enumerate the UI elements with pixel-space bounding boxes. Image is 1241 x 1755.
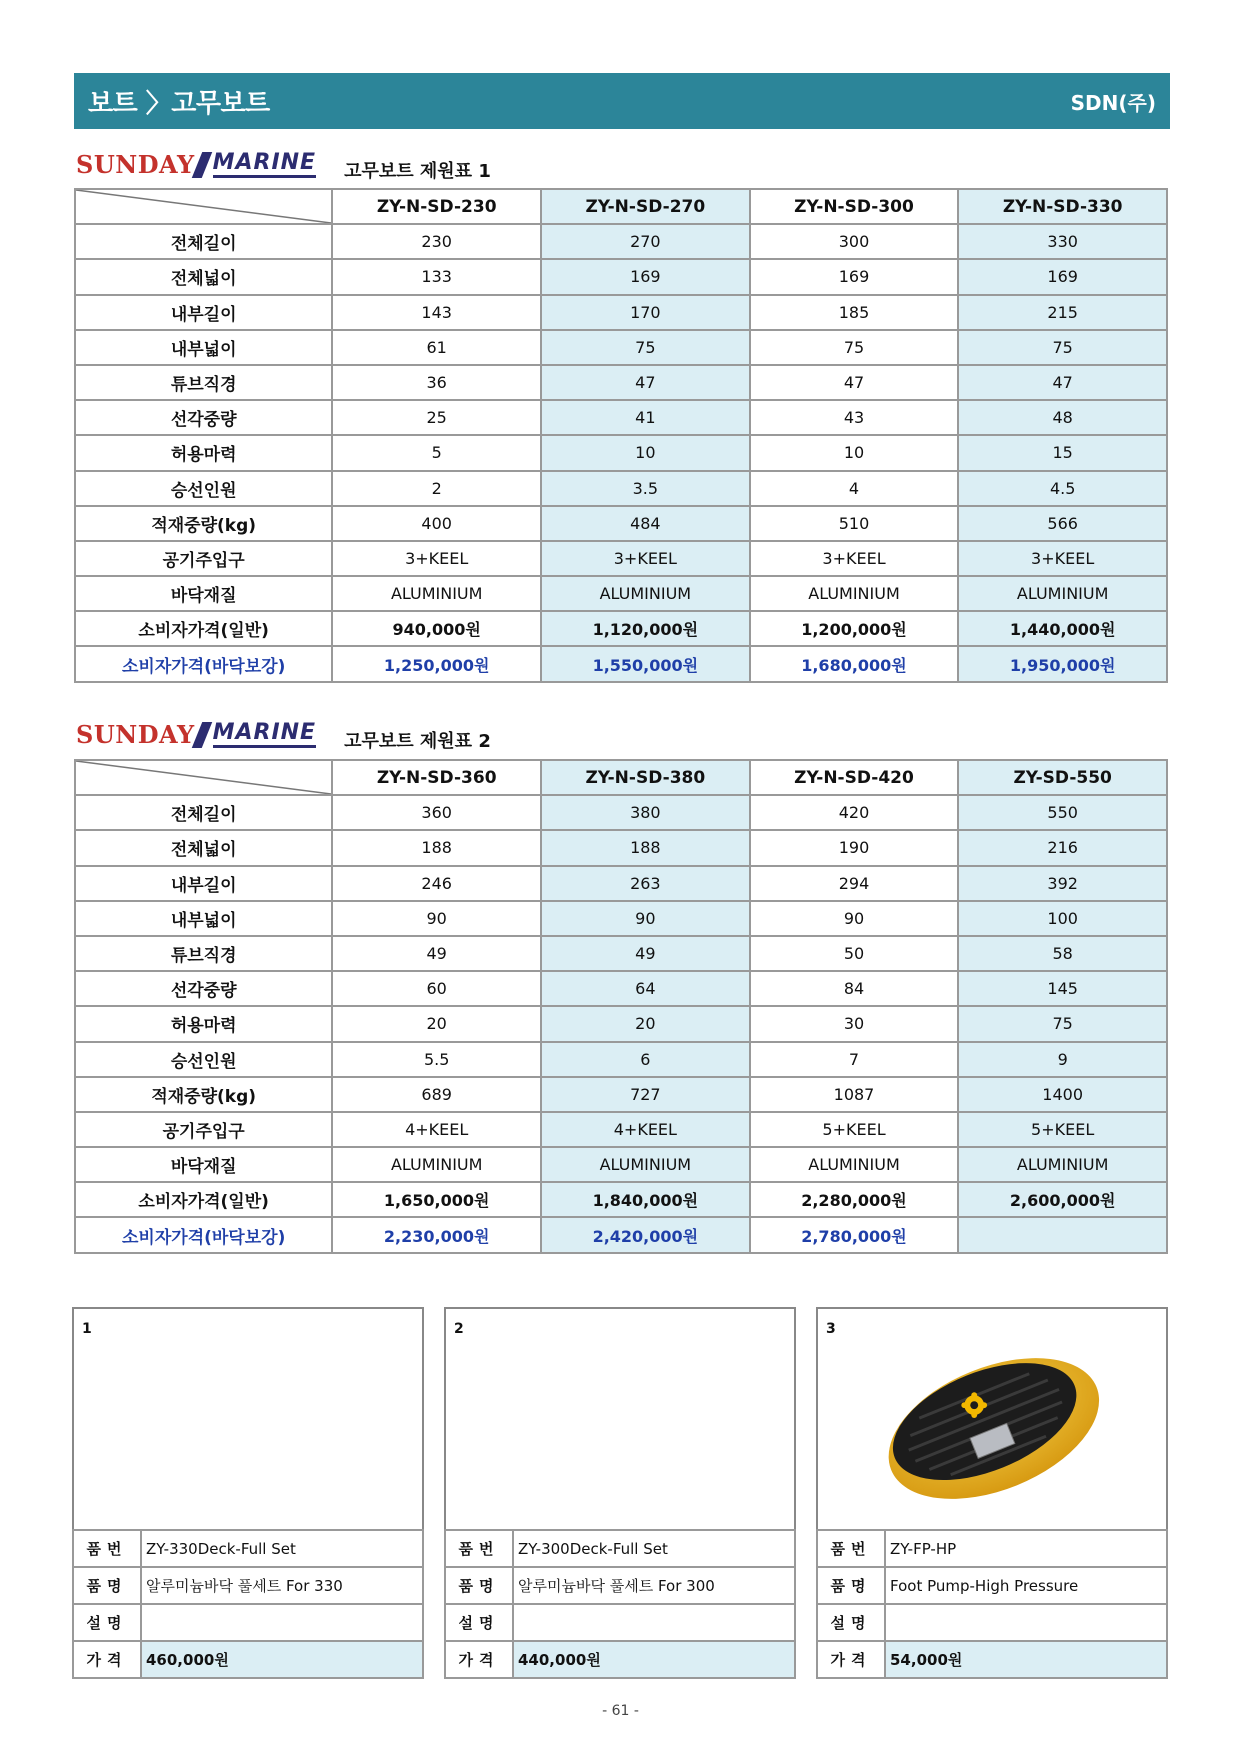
model-header: ZY-N-SD-270 [541, 189, 750, 224]
spec-cell: 36 [332, 365, 541, 400]
spec-cell: 1,200,000원 [750, 611, 959, 646]
spec-cell: ALUMINIUM [332, 1147, 541, 1182]
sunday-marine-logo [76, 150, 316, 179]
spec-row [75, 1217, 1167, 1252]
spec-cell: 294 [750, 866, 959, 901]
spec-cell: 230 [332, 224, 541, 259]
desc-value [141, 1604, 423, 1641]
spec-cell: 75 [958, 1006, 1167, 1041]
spec-cell: 6 [541, 1042, 750, 1077]
spec-cell: 61 [332, 330, 541, 365]
table2-title: 고무보트 제원표 2 [344, 731, 491, 752]
spec-cell: ALUMINIUM [750, 1147, 959, 1182]
card-info-table [72, 1529, 424, 1679]
spec-row-label: 허용마력 [75, 435, 332, 470]
model-header: ZY-N-SD-330 [958, 189, 1167, 224]
card-row [73, 1641, 423, 1678]
spec-cell: 689 [332, 1077, 541, 1112]
spec-row-label: 적재중량(kg) [75, 506, 332, 541]
spec-cell: 9 [958, 1042, 1167, 1077]
spec-cell: 20 [332, 1006, 541, 1041]
spec-cell: 5+KEEL [958, 1112, 1167, 1147]
spec-row-label: 내부길이 [75, 295, 332, 330]
desc-value [513, 1604, 795, 1641]
spec-cell: 47 [958, 365, 1167, 400]
card-row [817, 1530, 1167, 1567]
spec-row [75, 506, 1167, 541]
spec-cell: 60 [332, 971, 541, 1006]
spec-row-label: 소비자가격(일반) [75, 611, 332, 646]
spec-row-label: 공기주입구 [75, 1112, 332, 1147]
spec-row [75, 971, 1167, 1006]
card-info-table [444, 1529, 796, 1679]
spec-cell: 75 [750, 330, 959, 365]
spec-cell: 7 [750, 1042, 959, 1077]
part-no-value: ZY-330Deck-Full Set [141, 1530, 423, 1567]
table1-heading [76, 150, 491, 182]
product-card-3 [816, 1307, 1168, 1679]
spec-row [75, 471, 1167, 506]
table2-heading [76, 720, 491, 752]
corner-cell [75, 760, 332, 795]
spec-cell: 215 [958, 295, 1167, 330]
label-name: 품명 [73, 1567, 141, 1604]
spec-row [75, 541, 1167, 576]
model-header: ZY-N-SD-380 [541, 760, 750, 795]
spec-row-label: 선각중량 [75, 400, 332, 435]
spec-cell: 50 [750, 936, 959, 971]
table1-title: 고무보트 제원표 1 [344, 161, 491, 182]
spec-cell: 216 [958, 830, 1167, 865]
card-row [73, 1530, 423, 1567]
spec-cell: 1,250,000원 [332, 646, 541, 681]
spec-cell: 169 [541, 259, 750, 294]
spec-cell: 940,000원 [332, 611, 541, 646]
corner-cell [75, 189, 332, 224]
spec-row [75, 795, 1167, 830]
spec-row [75, 1042, 1167, 1077]
spec-row-label: 소비자가격(일반) [75, 1182, 332, 1217]
spec-row [75, 1077, 1167, 1112]
spec-row-label: 튜브직경 [75, 936, 332, 971]
model-header: ZY-N-SD-230 [332, 189, 541, 224]
card-row [817, 1604, 1167, 1641]
card-row [445, 1567, 795, 1604]
spec-row-label: 내부넓이 [75, 330, 332, 365]
spec-cell: 2,420,000원 [541, 1217, 750, 1252]
spec-cell: 4+KEEL [332, 1112, 541, 1147]
table-header-row [75, 760, 1167, 795]
spec-row-label: 승선인원 [75, 471, 332, 506]
card-number: 3 [826, 1321, 836, 1337]
spec-row-label: 선각중량 [75, 971, 332, 1006]
spec-cell: 4+KEEL [541, 1112, 750, 1147]
spec-cell: ALUMINIUM [750, 576, 959, 611]
spec-cell: 170 [541, 295, 750, 330]
spec-cell: 246 [332, 866, 541, 901]
spec-row-label: 허용마력 [75, 1006, 332, 1041]
spec-cell: 380 [541, 795, 750, 830]
spec-cell: 1,680,000원 [750, 646, 959, 681]
spec-cell: 2,230,000원 [332, 1217, 541, 1252]
spec-cell: 25 [332, 400, 541, 435]
spec-cell: 420 [750, 795, 959, 830]
spec-row-label: 소비자가격(바닥보강) [75, 1217, 332, 1252]
spec-cell: 510 [750, 506, 959, 541]
spec-cell: 3+KEEL [541, 541, 750, 576]
spec-cell: 90 [541, 901, 750, 936]
model-header: ZY-N-SD-420 [750, 760, 959, 795]
price-value: 54,000원 [885, 1641, 1167, 1678]
label-part-no: 품번 [73, 1530, 141, 1567]
spec-cell: 727 [541, 1077, 750, 1112]
card-row [817, 1567, 1167, 1604]
spec-row [75, 576, 1167, 611]
label-part-no: 품번 [445, 1530, 513, 1567]
spec-cell: 41 [541, 400, 750, 435]
page-header [74, 73, 1170, 129]
spec-row [75, 611, 1167, 646]
spec-row [75, 224, 1167, 259]
spec-cell: 5+KEEL [750, 1112, 959, 1147]
spec-row [75, 400, 1167, 435]
spec-row-label: 적재중량(kg) [75, 1077, 332, 1112]
spec-cell: 1087 [750, 1077, 959, 1112]
spec-cell: 2,280,000원 [750, 1182, 959, 1217]
name-value: 알루미늄바닥 풀세트 For 330 [141, 1567, 423, 1604]
spec-cell: 4.5 [958, 471, 1167, 506]
spec-cell: 3+KEEL [958, 541, 1167, 576]
spec-row [75, 1182, 1167, 1217]
spec-cell: 190 [750, 830, 959, 865]
company-name: SDN(주) [1070, 90, 1156, 115]
logo-marine-text: MARINE [213, 151, 317, 178]
spec-row-label: 내부길이 [75, 866, 332, 901]
spec-cell: 1,120,000원 [541, 611, 750, 646]
spec-row [75, 1147, 1167, 1182]
spec-cell: 143 [332, 295, 541, 330]
model-header: ZY-N-SD-360 [332, 760, 541, 795]
spec-row-label: 전체길이 [75, 795, 332, 830]
card-number: 2 [454, 1321, 464, 1337]
table-header-row [75, 189, 1167, 224]
spec-cell: 5.5 [332, 1042, 541, 1077]
spec-row [75, 901, 1167, 936]
spec-row [75, 330, 1167, 365]
spec-row [75, 866, 1167, 901]
spec-cell: 2,780,000원 [750, 1217, 959, 1252]
logo-marine-text: MARINE [213, 721, 317, 748]
spec-row [75, 365, 1167, 400]
card-number: 1 [82, 1321, 92, 1337]
spec-table-2 [74, 759, 1168, 1254]
card-row [445, 1641, 795, 1678]
spec-row [75, 830, 1167, 865]
spec-cell: 1,950,000원 [958, 646, 1167, 681]
spec-row-label: 승선인원 [75, 1042, 332, 1077]
label-desc: 설명 [445, 1604, 513, 1641]
spec-cell: ALUMINIUM [332, 576, 541, 611]
spec-row-label: 전체넓이 [75, 830, 332, 865]
spec-cell: ALUMINIUM [541, 1147, 750, 1182]
card-info-table [816, 1529, 1168, 1679]
spec-cell: 49 [332, 936, 541, 971]
logo-sunday-text: SUNDAY [76, 150, 195, 179]
spec-row [75, 295, 1167, 330]
spec-row-label: 내부넓이 [75, 901, 332, 936]
spec-row-label: 바닥재질 [75, 576, 332, 611]
spec-cell: 1400 [958, 1077, 1167, 1112]
part-no-value: ZY-300Deck-Full Set [513, 1530, 795, 1567]
spec-cell: 169 [750, 259, 959, 294]
spec-table-1 [74, 188, 1168, 683]
spec-cell: 100 [958, 901, 1167, 936]
spec-cell: 5 [332, 435, 541, 470]
card-row [445, 1530, 795, 1567]
spec-cell: 1,840,000원 [541, 1182, 750, 1217]
spec-cell: 392 [958, 866, 1167, 901]
spec-cell: 47 [750, 365, 959, 400]
spec-cell: 566 [958, 506, 1167, 541]
spec-cell: 75 [541, 330, 750, 365]
label-name: 품명 [445, 1567, 513, 1604]
spec-row-label: 바닥재질 [75, 1147, 332, 1182]
price-value: 460,000원 [141, 1641, 423, 1678]
spec-cell: 188 [541, 830, 750, 865]
spec-cell: 2,600,000원 [958, 1182, 1167, 1217]
product-card-1 [72, 1307, 424, 1679]
desc-value [885, 1604, 1167, 1641]
spec-cell: 263 [541, 866, 750, 901]
spec-row [75, 936, 1167, 971]
logo-sunday-text: SUNDAY [76, 720, 195, 749]
spec-cell: 4 [750, 471, 959, 506]
spec-cell: 3+KEEL [750, 541, 959, 576]
spec-cell: 1,550,000원 [541, 646, 750, 681]
spec-row [75, 1006, 1167, 1041]
spec-cell: 300 [750, 224, 959, 259]
spec-cell: 2 [332, 471, 541, 506]
spec-cell: 1,650,000원 [332, 1182, 541, 1217]
part-no-value: ZY-FP-HP [885, 1530, 1167, 1567]
spec-row [75, 259, 1167, 294]
spec-cell: 90 [750, 901, 959, 936]
spec-cell: 10 [750, 435, 959, 470]
spec-cell: 1,440,000원 [958, 611, 1167, 646]
spec-cell: 64 [541, 971, 750, 1006]
spec-row [75, 646, 1167, 681]
spec-row-label: 튜브직경 [75, 365, 332, 400]
spec-cell: 75 [958, 330, 1167, 365]
spec-cell: 90 [332, 901, 541, 936]
card-row [445, 1604, 795, 1641]
spec-cell: 484 [541, 506, 750, 541]
model-header: ZY-SD-550 [958, 760, 1167, 795]
name-value: Foot Pump-High Pressure [885, 1567, 1167, 1604]
product-card-2 [444, 1307, 796, 1679]
spec-cell: 169 [958, 259, 1167, 294]
label-desc: 설명 [73, 1604, 141, 1641]
spec-cell: ALUMINIUM [958, 576, 1167, 611]
spec-cell: 185 [750, 295, 959, 330]
spec-cell: 550 [958, 795, 1167, 830]
label-price: 가격 [817, 1641, 885, 1678]
card-row [73, 1604, 423, 1641]
spec-row [75, 435, 1167, 470]
foot-pump-image [818, 1309, 1166, 1529]
label-desc: 설명 [817, 1604, 885, 1641]
spec-row-label: 전체넓이 [75, 259, 332, 294]
label-part-no: 품번 [817, 1530, 885, 1567]
spec-cell: 330 [958, 224, 1167, 259]
label-price: 가격 [445, 1641, 513, 1678]
spec-row [75, 1112, 1167, 1147]
spec-cell: 20 [541, 1006, 750, 1041]
spec-cell [958, 1217, 1167, 1252]
label-price: 가격 [73, 1641, 141, 1678]
spec-cell: 58 [958, 936, 1167, 971]
spec-cell: 145 [958, 971, 1167, 1006]
price-value: 440,000원 [513, 1641, 795, 1678]
spec-cell: 43 [750, 400, 959, 435]
spec-cell: 48 [958, 400, 1167, 435]
spec-cell: 133 [332, 259, 541, 294]
spec-row-label: 전체길이 [75, 224, 332, 259]
spec-cell: ALUMINIUM [541, 576, 750, 611]
spec-cell: 400 [332, 506, 541, 541]
label-name: 품명 [817, 1567, 885, 1604]
spec-cell: 360 [332, 795, 541, 830]
spec-cell: 84 [750, 971, 959, 1006]
spec-cell: 49 [541, 936, 750, 971]
page-title: 보트 〉고무보트 [88, 88, 270, 119]
spec-cell: 270 [541, 224, 750, 259]
spec-cell: 10 [541, 435, 750, 470]
spec-cell: 3.5 [541, 471, 750, 506]
spec-row-label: 공기주입구 [75, 541, 332, 576]
card-row [73, 1567, 423, 1604]
spec-cell: 3+KEEL [332, 541, 541, 576]
spec-row-label: 소비자가격(바닥보강) [75, 646, 332, 681]
spec-cell: 188 [332, 830, 541, 865]
name-value: 알루미늄바닥 풀세트 For 300 [513, 1567, 795, 1604]
spec-cell: 47 [541, 365, 750, 400]
page-number: - 61 - [602, 1703, 639, 1719]
sunday-marine-logo [76, 720, 316, 749]
spec-cell: ALUMINIUM [958, 1147, 1167, 1182]
spec-cell: 15 [958, 435, 1167, 470]
card-row [817, 1641, 1167, 1678]
model-header: ZY-N-SD-300 [750, 189, 959, 224]
spec-cell: 30 [750, 1006, 959, 1041]
